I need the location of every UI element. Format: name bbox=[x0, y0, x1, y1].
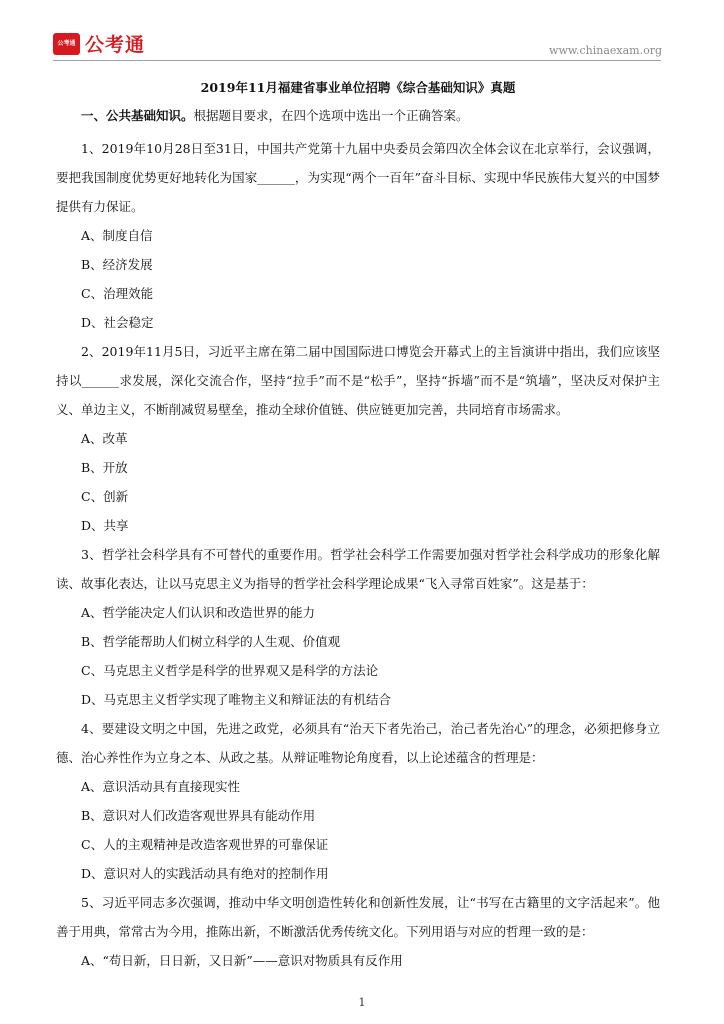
page-number: 1 bbox=[358, 996, 366, 1009]
option-d: D、社会稳定 bbox=[81, 315, 154, 330]
question-stem: 5、习近平同志多次强调，推动中华文明创造性转化和创新性发展，让“书写在古籍里的文字活起来”。他善于用典，常常古为今用，推陈出新，不断激活优秀传统文化。下列用语与对应的哲理一致的是： bbox=[56, 895, 660, 939]
option-c: C、创新 bbox=[81, 489, 129, 504]
option-c: C、人的主观精神是改造客观世界的可靠保证 bbox=[81, 837, 329, 852]
option-d: D、意识对人的实践活动具有绝对的控制作用 bbox=[81, 866, 329, 881]
question-stem: 1、2019年10月28日至31日，中国共产党第十九届中央委员会第四次全体会议在北京举行，会议强调，要把我国制度优势更好地转化为国家______，为实现“两个一百年”奋斗目标、实现中华民族伟大复兴的中国梦提供有力保证。 bbox=[56, 141, 660, 214]
option-a: A、“苟日新，日日新，又日新”——意识对物质具有反作用 bbox=[81, 953, 403, 968]
option-c: C、治理效能 bbox=[81, 286, 154, 301]
question-2 bbox=[56, 337, 660, 540]
option-a: A、改革 bbox=[81, 431, 128, 446]
option-d: D、马克思主义哲学实现了唯物主义和辩证法的有机结合 bbox=[81, 692, 392, 707]
option-b: B、哲学能帮助人们树立科学的人生观、价值观 bbox=[81, 634, 341, 649]
question-3 bbox=[56, 540, 660, 714]
option-b: B、意识对人们改造客观世界具有能动作用 bbox=[81, 808, 316, 823]
option-a: A、哲学能决定人们认识和改造世界的能力 bbox=[81, 605, 316, 620]
section-heading-label: 一、公共基础知识。 bbox=[81, 108, 194, 123]
logo-text: 公考通 bbox=[85, 34, 146, 56]
page-header bbox=[0, 0, 724, 62]
option-b: B、经济发展 bbox=[81, 257, 153, 272]
site-url[interactable]: www.chinaexam.org bbox=[549, 44, 662, 57]
question-1 bbox=[56, 134, 660, 337]
question-5 bbox=[56, 888, 660, 975]
logo-badge: 公考通 bbox=[53, 33, 80, 55]
option-c: C、马克思主义哲学是科学的世界观又是科学的方法论 bbox=[81, 663, 379, 678]
section-instruction: 根据题目要求，在四个选项中选出一个正确答案。 bbox=[193, 108, 469, 123]
option-a: A、意识活动具有直接现实性 bbox=[81, 779, 241, 794]
option-d: D、共享 bbox=[81, 518, 129, 533]
question-stem: 4、要建设文明之中国，先进之政党，必须具有“治天下者先治己，治己者先治心”的理念，必须把修身立德、治心养性作为立身之本、从政之基。从辩证唯物论角度看，以上论述蕴含的哲理是： bbox=[56, 721, 660, 765]
question-stem: 2、2019年11月5日，习近平主席在第二届中国国际进口博览会开幕式上的主旨演讲中指出，我们应该坚持以______求发展，深化交流合作，坚持“拉手”而不是“松手”，坚持“拆墙”而不是“筑墙”，坚决反对保护主义、单边主义，不断削减贸易壁垒，推动全球价值链、供应链更加完善，共同培育市场需求。 bbox=[56, 344, 660, 417]
option-b: B、开放 bbox=[81, 460, 128, 475]
document-title: 2019年11月福建省事业单位招聘《综合基础知识》真题 bbox=[200, 80, 516, 95]
question-4 bbox=[56, 714, 660, 888]
header-divider bbox=[53, 60, 661, 61]
document-body bbox=[56, 78, 660, 975]
question-stem: 3、哲学社会科学具有不可替代的重要作用。哲学社会科学工作需要加强对哲学社会科学成功的形象化解读、故事化表达，让以马克思主义为指导的哲学社会科学理论成果“飞入寻常百姓家”。这是基于： bbox=[56, 547, 660, 591]
section-heading bbox=[56, 106, 660, 126]
option-a: A、制度自信 bbox=[81, 228, 153, 243]
